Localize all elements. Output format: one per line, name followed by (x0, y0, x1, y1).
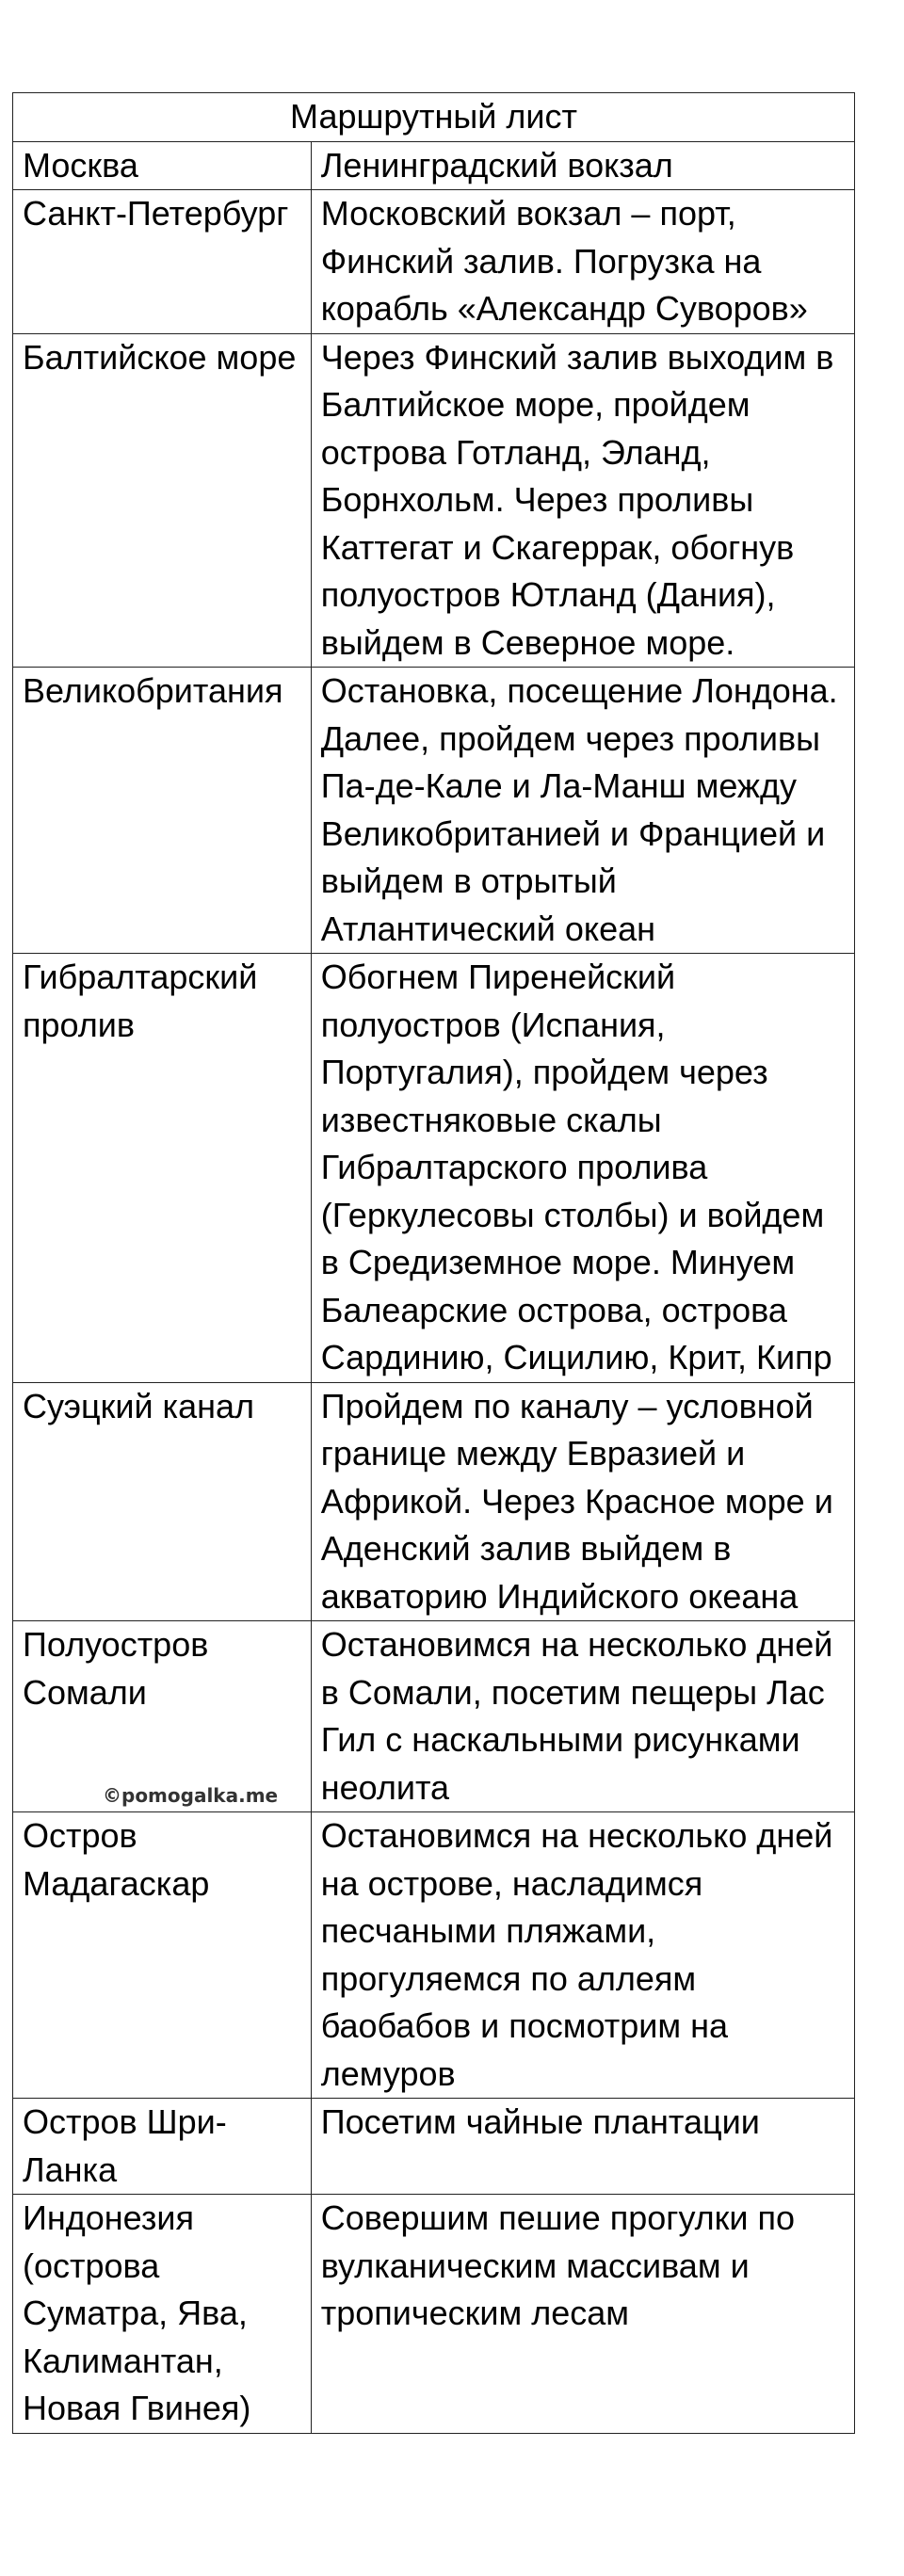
table-row (13, 2195, 855, 2434)
place-label: Полуостров Сомали (23, 1625, 209, 1712)
place-cell: Москва (13, 141, 312, 190)
table-row (13, 1382, 855, 1621)
table-row (13, 1621, 855, 1812)
title-row (13, 93, 855, 142)
table-row (13, 333, 855, 668)
description-cell: Ленинградский вокзал (311, 141, 854, 190)
place-cell: Индонезия (острова Суматра, Ява, Калимантан, Новая Гвинея) (13, 2195, 312, 2434)
description-cell: Московский вокзал – порт, Финский залив. Погрузка на корабль «Александр Суворов» (311, 190, 854, 334)
table-row (13, 190, 855, 334)
place-cell: Остров Мадагаскар (13, 1812, 312, 2099)
description-cell: Совершим пешие прогулки по вулканическим массивам и тропическим лесам (311, 2195, 854, 2434)
table-row (13, 668, 855, 954)
description-cell: Остановимся на несколько дней в Сомали, посетим пещеры Лас Гил с наскальными рисунками неолита (311, 1621, 854, 1812)
description-cell: Остановимся на несколько дней на острове, насладимся песчаными пляжами, прогуляемся по аллеям баобабов и посмотрим на лемуров (311, 1812, 854, 2099)
description-cell: Остановка, посещение Лондона. Далее, пройдем через проливы Па-де-Кале и Ла-Манш между Великобританией и Францией и выйдем в отрытый Атлантический океан (311, 668, 854, 954)
table-row (13, 1812, 855, 2099)
watermark: ©pomogalka.me (103, 1784, 279, 1807)
table-row (13, 954, 855, 1383)
place-cell: Балтийское море (13, 333, 312, 668)
place-cell: Санкт-Петербург (13, 190, 312, 334)
route-sheet-title: Маршрутный лист (13, 93, 855, 142)
table-row (13, 141, 855, 190)
description-cell: Через Финский залив выходим в Балтийское море, пройдем острова Готланд, Эланд, Борнхольм. Через проливы Каттегат и Скагеррак, обогнув полуостров Ютланд (Дания), выйдем в Северное море. (311, 333, 854, 668)
place-cell: Гибралтарский пролив (13, 954, 312, 1383)
place-cell-with-watermark (13, 1621, 312, 1812)
description-cell: Посетим чайные плантации (311, 2099, 854, 2195)
place-cell: Остров Шри-Ланка (13, 2099, 312, 2195)
route-sheet-table (12, 92, 855, 2434)
place-cell: Суэцкий канал (13, 1382, 312, 1621)
table-row (13, 2099, 855, 2195)
place-cell: Великобритания (13, 668, 312, 954)
description-cell: Пройдем по каналу – условной границе между Евразией и Африкой. Через Красное море и Аденский залив выйдем в акваторию Индийского океана (311, 1382, 854, 1621)
description-cell: Обогнем Пиренейский полуостров (Испания, Португалия), пройдем через известняковые скалы Гибралтарского пролива (Геркулесовы столбы) и войдем в Средиземное море. Минуем Балеарские острова, острова Сардинию, Сицилию, Крит, Кипр (311, 954, 854, 1383)
